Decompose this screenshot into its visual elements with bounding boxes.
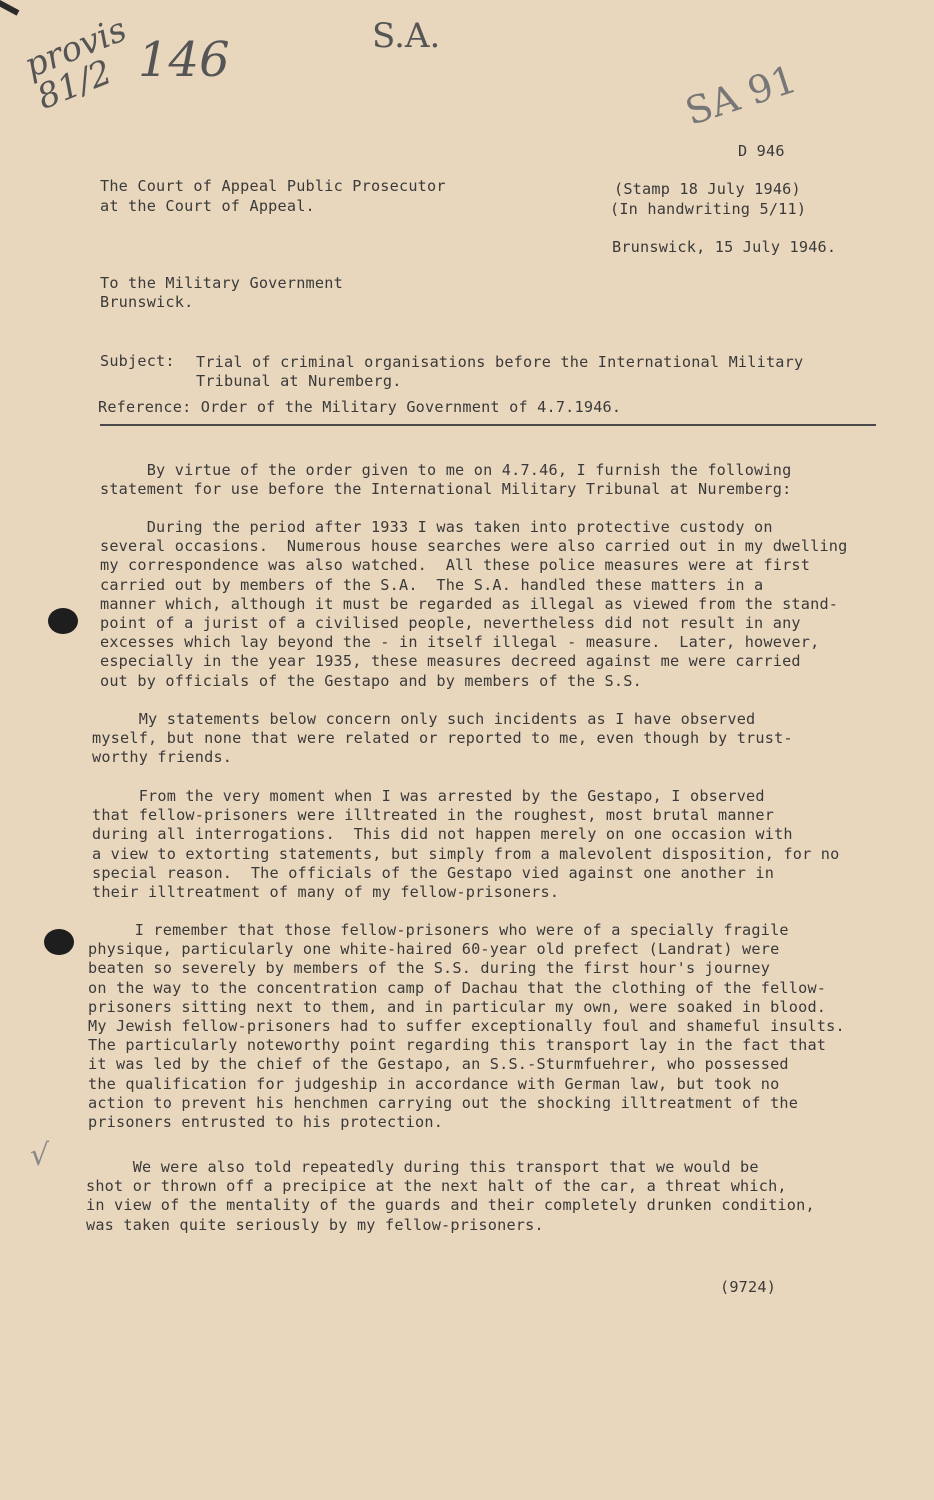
sender-line-2: at the Court of Appeal. [100, 197, 315, 215]
paragraph-arrest: From the very moment when I was arrested by the Gestapo, I observed that fellow-prisoners were illtreated in the roughest, most brutal manner during all interrogations. This did not happen merely on one occasion with a view to extorting statements, but simply from a malevolent disposition, for no special reason. The officials of the Gestapo vied against one another in their illtreatment of many of my fellow-prisoners. [92, 787, 840, 902]
sender-line-1: The Court of Appeal Public Prosecutor [100, 177, 446, 195]
footer-number: (9724) [720, 1278, 777, 1296]
handwritten-note-top-left: provis 81/2 [18, 5, 143, 118]
header-divider [100, 424, 876, 426]
margin-check-mark: √ [30, 1138, 50, 1173]
paragraph-statements: My statements below concern only such incidents as I have observed myself, but none that were related or reported to me, even though by trust- worthy friends. [92, 710, 793, 767]
stamp-line-2: (In handwriting 5/11) [610, 200, 807, 218]
handwritten-note-top-center: S.A. [372, 16, 441, 56]
paragraph-custody: During the period after 1933 I was taken into protective custody on several occasions. Numerous house searches were also carried out in my dwelling my correspondence was also watched. All these police measures were at first carried out by members of the S.A. The S.A. handled these matters in a manner which, although it must be regarded as illegal as viewed from the stand- point of a jurist of a civilised people, nevertheless did not result in any excesses which lay beyond the - in itself illegal - measure. Later, however, especially in the year 1935, these measures decreed against me were carried out by officials of the Gestapo and by members of the S.S. [100, 518, 848, 690]
subject-line-1: Trial of criminal organisations before the International Military [196, 353, 804, 371]
subject-line-2: Tribunal at Nuremberg. [196, 372, 402, 390]
paragraph-transport: I remember that those fellow-prisoners who were of a specially fragile physique, particularly one white-haired 60-year old prefect (Landrat) were beaten so severely by members of the S.S. during the first hour's journey on the way to the concentration camp of Dachau that the clothing of the fellow- prisoners sitting next to them, and in particular my own, were soaked in blood. My Jewish fellow-prisoners had to suffer exceptionally foul and shameful insults. The particularly noteworthy point regarding this transport lay in the fact that it was led by the chief of the Gestapo, an S.S.-Sturmfuehrer, who possessed the qualification for judgeship in accordance with German law, but took no action to prevent his henchmen carrying out the shocking illtreatment of the prisoners entrusted to his protection. [88, 921, 845, 1132]
place-date: Brunswick, 15 July 1946. [612, 238, 837, 256]
addressee-line-1: To the Military Government [100, 274, 343, 292]
paragraph-order: By virtue of the order given to me on 4.7.46, I furnish the following statement for use before the International Military Tribunal at Nuremberg: [100, 461, 792, 499]
addressee-line-2: Brunswick. [100, 293, 194, 311]
corner-mark [0, 0, 19, 16]
reference-line: Reference: Order of the Military Government of 4.7.1946. [98, 398, 622, 416]
handwritten-note-top-right: SA 91 [680, 56, 802, 134]
punch-hole-lower [44, 929, 74, 955]
paragraph-threat: We were also told repeatedly during this transport that we would be shot or thrown off a precipice at the next halt of the car, a threat which, in view of the mentality of the guards and their completely drunken condition, was taken quite seriously by my fellow-prisoners. [86, 1158, 815, 1234]
handwritten-number: 146 [138, 32, 230, 88]
punch-hole-upper [48, 608, 78, 634]
stamp-line-1: (Stamp 18 July 1946) [614, 180, 801, 198]
document-number: D 946 [738, 142, 785, 160]
subject-label: Subject: [100, 352, 175, 370]
